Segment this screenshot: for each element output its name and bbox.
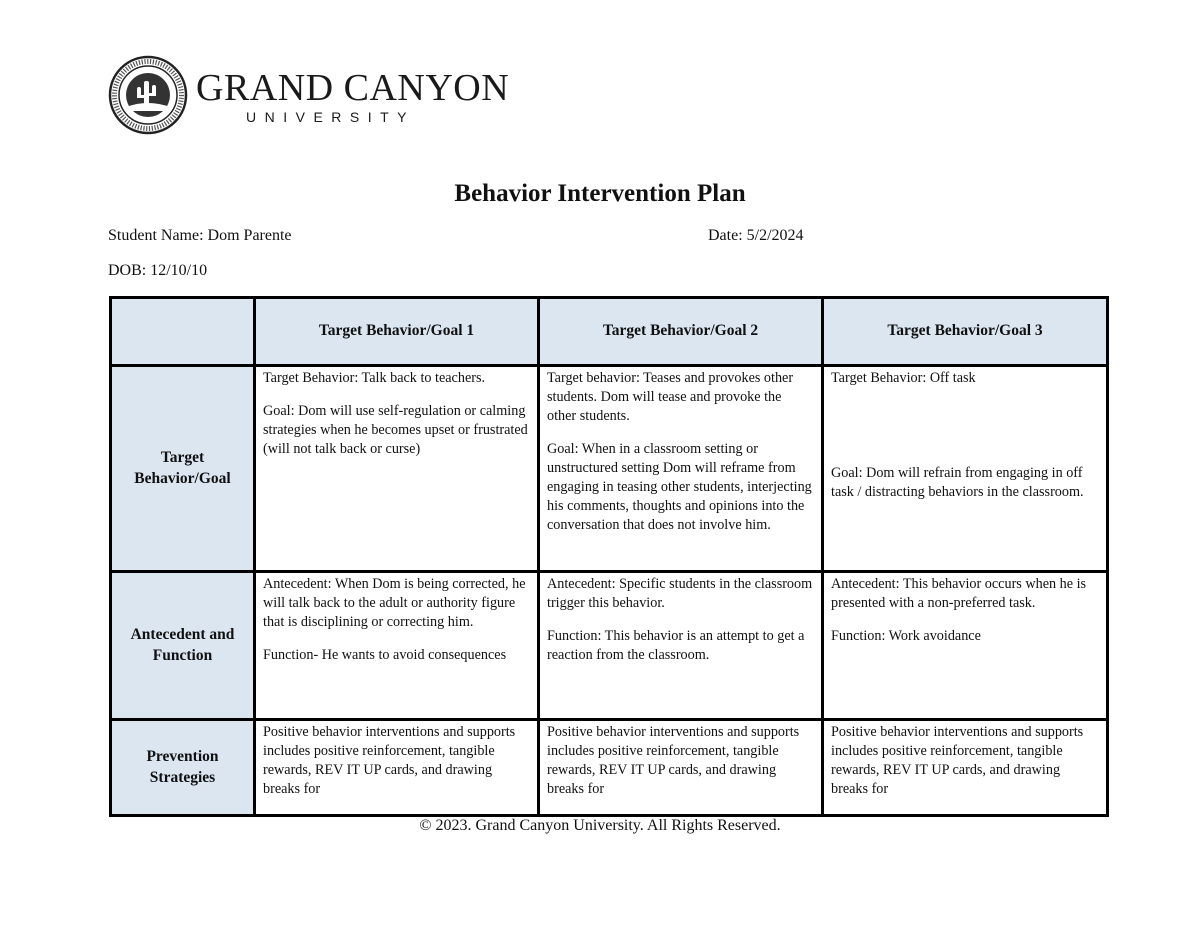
table-cell bbox=[255, 366, 539, 572]
row-header-antecedent-function: Antecedent and Function bbox=[111, 572, 255, 720]
cell-text: Antecedent: When Dom is being corrected, he will talk back to the adult or authority figure that is disciplining or correcting him. bbox=[263, 576, 526, 630]
copyright-footer: © 2023. Grand Canyon University. All Rights Reserved. bbox=[419, 817, 781, 834]
column-header-goal-2: Target Behavior/Goal 2 bbox=[539, 298, 823, 366]
cell-text: Target Behavior: Talk back to teachers. bbox=[263, 370, 486, 386]
table-cell bbox=[255, 720, 539, 816]
cell-text: Positive behavior interventions and supports includes positive reinforcement, tangible rewards, REV IT UP cards, and drawing breaks for bbox=[831, 724, 1084, 797]
cell-text: Positive behavior interventions and supports includes positive reinforcement, tangible rewards, REV IT UP cards, and drawing breaks for bbox=[547, 724, 800, 797]
cell-text: Antecedent: This behavior occurs when he is presented with a non-preferred task. bbox=[831, 576, 1087, 611]
gcu-seal-icon bbox=[108, 55, 188, 135]
table-cell bbox=[539, 366, 823, 572]
column-header-goal-1: Target Behavior/Goal 1 bbox=[255, 298, 539, 366]
table-cell bbox=[823, 366, 1108, 572]
cell-text: Goal: Dom will refrain from engaging in off task / distracting behaviors in the classroom. bbox=[831, 465, 1084, 500]
university-logo bbox=[108, 55, 509, 135]
wordmark-top: GRAND CANYON bbox=[196, 67, 510, 109]
page-title: Behavior Intervention Plan bbox=[454, 180, 746, 207]
behavior-plan-table bbox=[109, 296, 1109, 817]
table-cell bbox=[823, 572, 1108, 720]
cell-text: Positive behavior interventions and supports includes positive reinforcement, tangible rewards, REV IT UP cards, and drawing breaks for bbox=[263, 724, 516, 797]
table-row bbox=[111, 720, 1108, 816]
corner-cell bbox=[111, 298, 255, 366]
cell-text: Function: Work avoidance bbox=[831, 628, 981, 644]
cell-text: Goal: Dom will use self-regulation or calming strategies when he becomes upset or frustrated (will not talk back or curse) bbox=[263, 403, 528, 457]
row-header-target-behavior: Target Behavior/Goal bbox=[111, 366, 255, 572]
table-row bbox=[111, 572, 1108, 720]
student-dob: DOB: 12/10/10 bbox=[108, 262, 208, 279]
wordmark-bottom: UNIVERSITY bbox=[246, 109, 416, 125]
cell-text: Function: This behavior is an attempt to get a reaction from the classroom. bbox=[547, 628, 805, 663]
table-row bbox=[111, 366, 1108, 572]
cell-text: Target Behavior: Off task bbox=[831, 370, 976, 386]
table-cell bbox=[539, 720, 823, 816]
row-header-prevention-strategies: Prevention Strategies bbox=[111, 720, 255, 816]
table-header-row bbox=[111, 298, 1108, 366]
plan-date: Date: 5/2/2024 bbox=[708, 227, 804, 244]
cell-text: Function- He wants to avoid consequences bbox=[263, 647, 507, 663]
cell-text: Target behavior: Teases and provokes other students. Dom will tease and provoke the other students. bbox=[547, 370, 794, 424]
wordmark bbox=[196, 69, 509, 125]
table-cell bbox=[539, 572, 823, 720]
table-cell bbox=[255, 572, 539, 720]
column-header-goal-3: Target Behavior/Goal 3 bbox=[823, 298, 1108, 366]
student-name: Student Name: Dom Parente bbox=[108, 227, 292, 244]
cell-text: Antecedent: Specific students in the classroom trigger this behavior. bbox=[547, 576, 813, 611]
table-cell bbox=[823, 720, 1108, 816]
cell-text: Goal: When in a classroom setting or unstructured setting Dom will reframe from engaging in teasing other students, interjecting his comments, thoughts and opinions into the conversation that does not involve him. bbox=[547, 441, 812, 533]
